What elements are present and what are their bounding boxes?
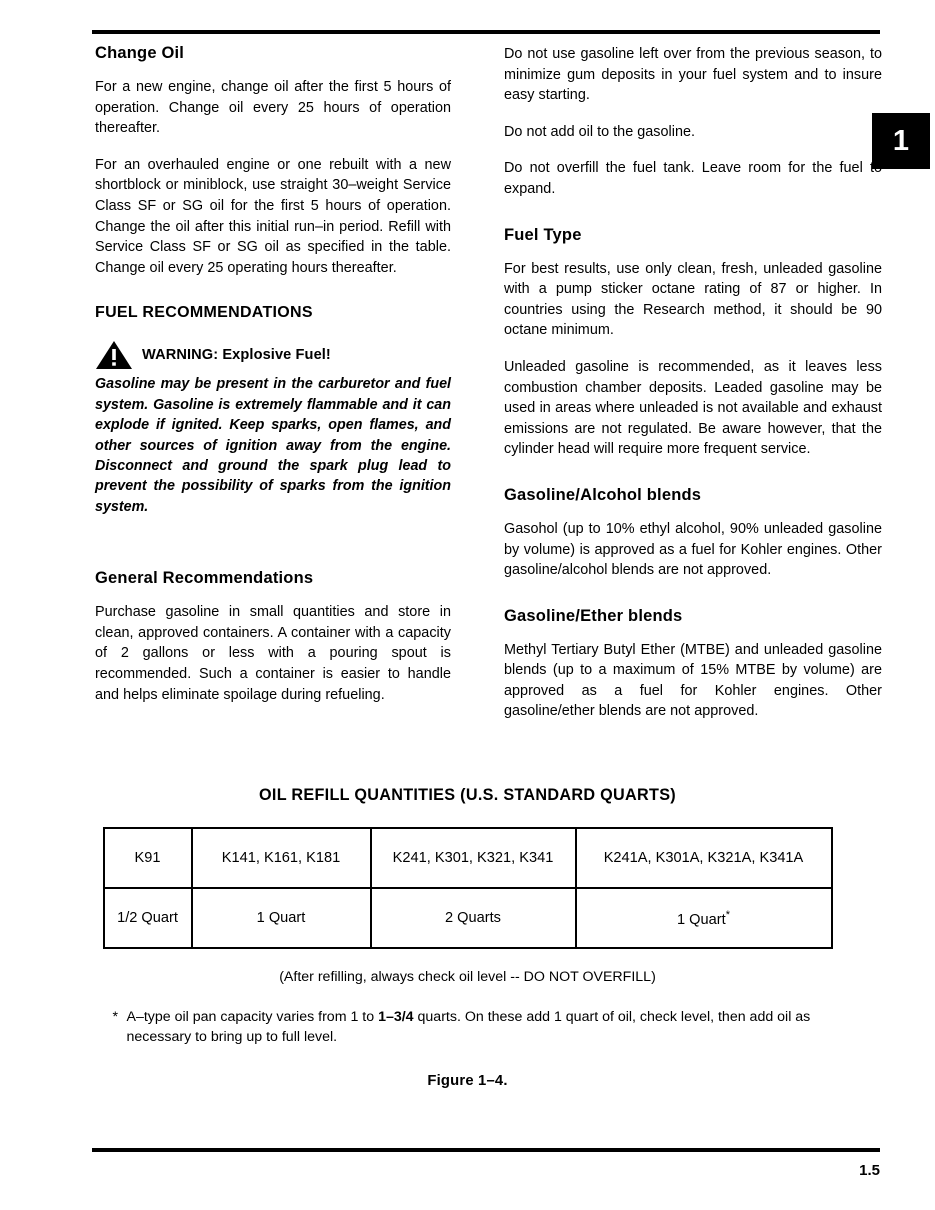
table-row-engine-models [104,828,832,888]
heading-change-oil: Change Oil [95,44,185,62]
paragraph-old-gasoline: Do not use gasoline left over from the previous season, to minimize gum deposits in your fuel system and to insure easy starting. [504,46,882,104]
heading-gasoline-alcohol-blends: Gasoline/Alcohol blends [504,485,702,504]
table-cell-quantity-4 [576,888,832,948]
heading-gasoline-ether-blends: Gasoline/Ether blends [504,606,683,625]
paragraph-unleaded-recommended: Unleaded gasoline is recommended, as it leaves less combustion chamber deposits. Leaded gasoline may be used in areas where unleaded is not available and exhaust emissions are not regulated. Be aware however, that the cylinder head will require more frequent service. [504,358,882,458]
left-column [95,44,451,705]
figure-caption: Figure 1–4. [427,1073,508,1089]
chapter-tab-number: 1 [892,124,910,157]
paragraph-no-oil-in-gasoline: Do not add oil to the gasoline. [504,123,696,140]
page-number: 1.5 [859,1162,880,1179]
paragraph-gasohol: Gasohol (up to 10% ethyl alcohol, 90% unleaded gasoline by volume) is approved as a fuel for Kohler engines. Other gasoline/alcohol blends are not approved. [504,520,882,579]
oil-refill-table [103,827,833,949]
figure-oil-refill-quantities [0,786,935,1089]
table-cell-quantity-4-value: 1 Quart [677,911,726,928]
table-cell-quantity-3: 2 Quarts [371,888,576,948]
paragraph-mtbe: Methyl Tertiary Butyl Ether (MTBE) and unleaded gasoline blends (up to a maximum of 15% MTBE by volume) are approved as a fuel for Kohler engines. Other gasoline/ether blends are not approved. [504,641,882,720]
column-spacer [95,517,451,569]
warning-triangle-icon [95,340,133,370]
paragraph-do-not-overfill: Do not overfill the fuel tank. Leave room for the fuel to expand. [504,160,882,197]
table-cell-quantity-1: 1/2 Quart [104,888,192,948]
paragraph-overhauled-engine-oil: For an overhauled engine or one rebuilt with a new shortblock or miniblock, use straight 30–weight Service Class SF or SG oil for the first 5 hours of operation. Change the oil after this initial run–in period. Refill with Service Class SF or SG oil as specified in the table. Change oil every 25 operating hours thereafter. [95,156,451,276]
figure-title: OIL REFILL QUANTITIES (U.S. STANDARD QUARTS) [259,786,676,804]
right-column [504,44,882,722]
heading-fuel-recommendations: FUEL RECOMMENDATIONS [95,304,313,322]
warning-text: Gasoline may be present in the carburetor and fuel system. Gasoline is extremely flammable and it can explode if ignited. Keep sparks, open flames, and other sources of ignition away from the engine. Disconnect and ground the spark plug lead to prevent the possibility of sparks from the ignition system. [95,376,451,515]
table-cell-model-1: K91 [104,828,192,888]
footnote-marker: * [112,1009,119,1025]
figure-footnote [109,1007,827,1047]
warning-header [95,340,451,370]
footer-rule [92,1148,880,1152]
footnote-text-part-2: quarts. On these add 1 quart of oil, check level, then add oil as necessary to bring up to full level. [126,1009,811,1045]
footnote-text-part-1: A–type oil pan capacity varies from 1 to [126,1009,379,1025]
warning-title: WARNING: Explosive Fuel! [142,347,331,364]
heading-general-recommendations: General Recommendations [95,569,314,588]
table-cell-quantity-4-footnote-marker: * [725,908,730,921]
paragraph-gasoline-storage: Purchase gasoline in small quantities and store in clean, approved containers. A container with a capacity of 2 gallons or less with a pouring spout is recommended. Such a container is easier to handle and helps eliminate spoilage during refueling. [95,604,451,703]
table-cell-model-3: K241, K301, K321, K341 [371,828,576,888]
header-rule [92,30,880,34]
heading-fuel-type: Fuel Type [504,225,582,244]
warning-block [95,340,451,517]
table-after-note: (After refilling, always check oil level -- DO NOT OVERFILL) [279,969,656,985]
table-cell-quantity-2: 1 Quart [192,888,371,948]
table-row-quantities [104,888,832,948]
paragraph-octane-rating: For best results, use only clean, fresh, unleaded gasoline with a pump sticker octane rating of 87 or higher. In countries using the Research method, it should be 90 octane minimum. [504,260,882,339]
table-cell-model-4: K241A, K301A, K321A, K341A [576,828,832,888]
table-cell-model-2: K141, K161, K181 [192,828,371,888]
footnote-text-emphasis: 1–3/4 [378,1009,414,1025]
paragraph-new-engine-oil-change: For a new engine, change oil after the first 5 hours of operation. Change oil every 25 hours of operation thereafter. [95,79,451,137]
